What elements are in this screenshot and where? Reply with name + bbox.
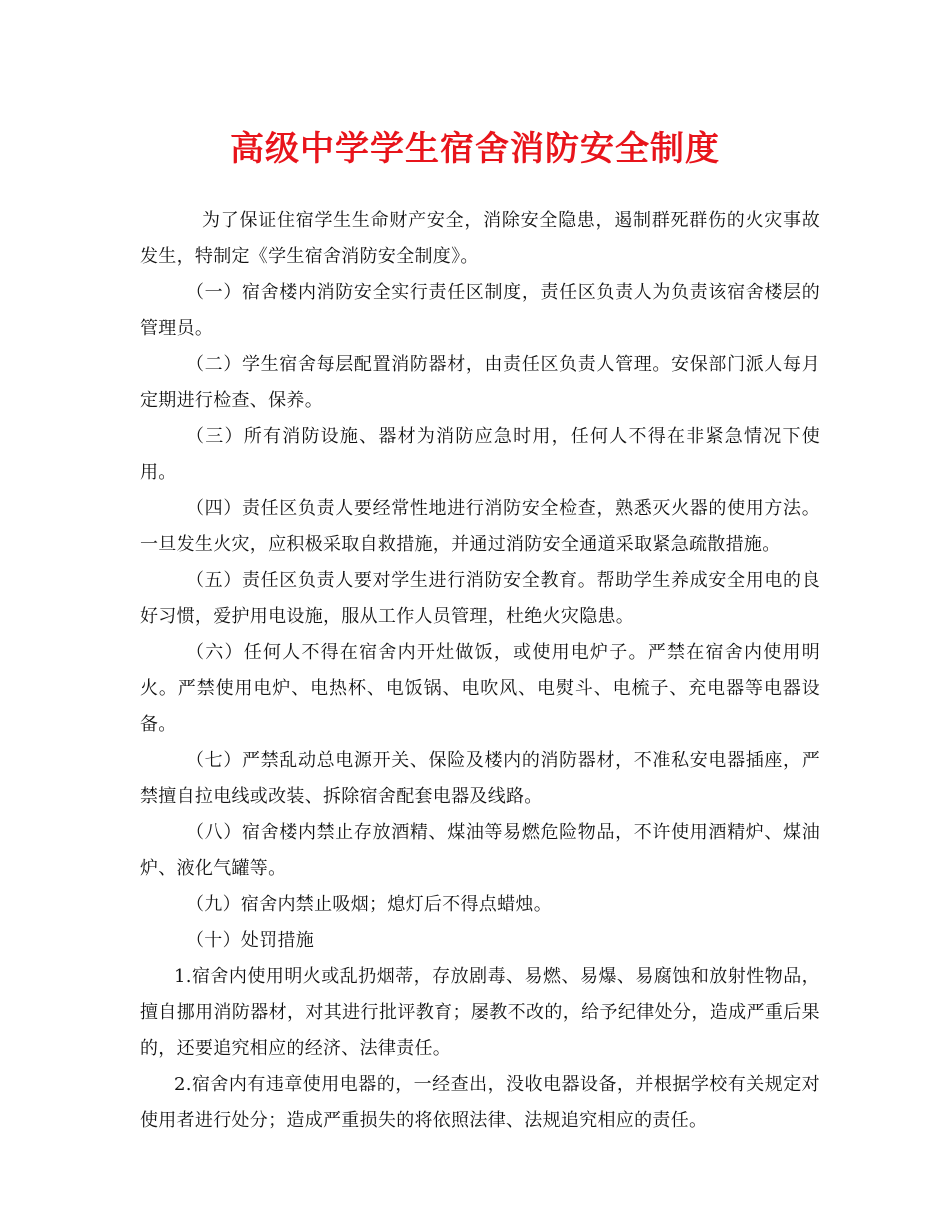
rule-item-10: （十）处罚措施 [186, 930, 315, 951]
document-body [140, 203, 820, 1139]
rule-item-7: （七）严禁乱动总电源开关、保险及楼内的消防器材，不准私安电器插座，严禁擅自拉电线或改装、拆除宿舍配套电器及线路。 [140, 750, 820, 807]
rule-item-4: （四）责任区负责人要经常性地进行消防安全检查，熟悉灭火器的使用方法。一旦发生火灾，应积极采取自救措施，并通过消防安全通道采取紧急疏散措施。 [140, 498, 820, 555]
rule-item-8: （八）宿舍楼内禁止存放酒精、煤油等易燃危险物品，不许使用酒精炉、煤油炉、液化气罐等。 [140, 822, 820, 879]
penalty-item-1: 1.宿舍内使用明火或乱扔烟蒂，存放剧毒、易燃、易爆、易腐蚀和放射性物品，擅自挪用消防器材，对其进行批评教育；屡教不改的，给予纪律处分，造成严重后果的，还要追究相应的经济、法律责任。 [140, 966, 820, 1059]
rule-item-5: （五）责任区负责人要对学生进行消防安全教育。帮助学生养成安全用电的良好习惯，爱护用电设施，服从工作人员管理，杜绝火灾隐患。 [140, 570, 820, 627]
rule-item-1: （一）宿舍楼内消防安全实行责任区制度，责任区负责人为负责该宿舍楼层的管理员。 [140, 282, 820, 339]
rule-item-2: （二）学生宿舍每层配置消防器材，由责任区负责人管理。安保部门派人每月定期进行检查、保养。 [140, 354, 820, 411]
intro-paragraph: 为了保证住宿学生生命财产安全，消除安全隐患，遏制群死群伤的火灾事故发生，特制定《学生宿舍消防安全制度》。 [140, 210, 820, 267]
rule-item-3: （三）所有消防设施、器材为消防应急时用，任何人不得在非紧急情况下使用。 [140, 426, 820, 483]
penalty-item-2: 2.宿舍内有违章使用电器的，一经查出，没收电器设备，并根据学校有关规定对使用者进行处分；造成严重损失的将依照法律、法规追究相应的责任。 [140, 1074, 820, 1131]
rule-item-6: （六）任何人不得在宿舍内开灶做饭，或使用电炉子。严禁在宿舍内使用明火。严禁使用电炉、电热杯、电饭锅、电吹风、电熨斗、电梳子、充电器等电器设备。 [140, 642, 820, 735]
rule-item-9: （九）宿舍内禁止吸烟；熄灯后不得点蜡烛。 [186, 894, 552, 915]
document-title: 高级中学学生宿舍消防安全制度 [230, 129, 720, 169]
